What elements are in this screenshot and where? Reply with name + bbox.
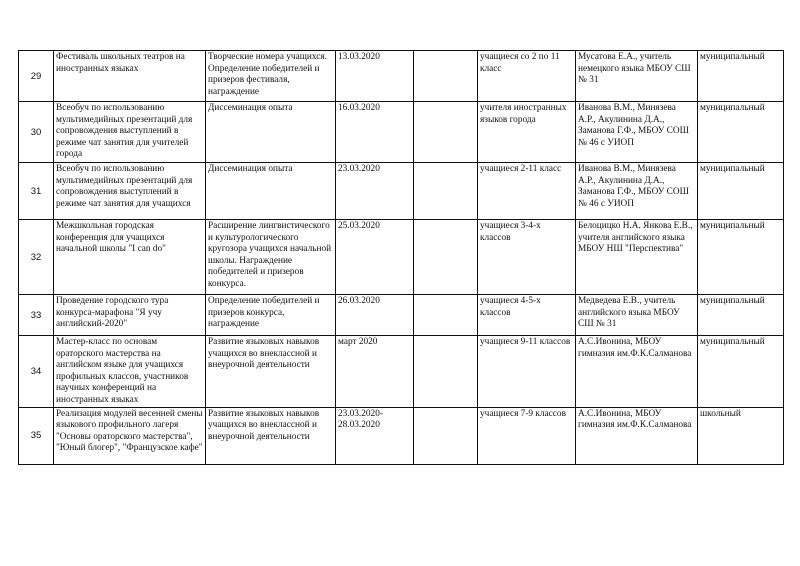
event-date-cell: 13.03.2020 bbox=[336, 51, 414, 102]
event-goal-cell: Расширение лингвистического и культурологического кругозора учащихся начальной школы. Награждение победителей и призеров конкурса. bbox=[206, 220, 336, 295]
event-level-cell: муниципальный bbox=[698, 163, 784, 220]
event-goal-cell: Творческие номера учащихся. Определение победителей и призеров фестиваля, награждение bbox=[206, 51, 336, 102]
event-name-cell: Всеобуч по использованию мультимедийных презентаций для сопровождения выступлений в режиме чат занятия для учащихся bbox=[54, 163, 206, 220]
event-level-cell: муниципальный bbox=[698, 336, 784, 408]
table-row bbox=[19, 407, 784, 464]
row-number-cell: 30 bbox=[19, 102, 54, 163]
responsible-cell: Медведева Е.В., учитель английского языка МБОУ СШ № 31 bbox=[576, 295, 698, 336]
event-level-cell: муниципальный bbox=[698, 102, 784, 163]
responsible-cell: Мусатова Е.А., учитель немецкого языка МБОУ СШ № 31 bbox=[576, 51, 698, 102]
event-level-cell: муниципальный bbox=[698, 51, 784, 102]
empty-cell bbox=[414, 220, 478, 295]
table-row bbox=[19, 295, 784, 336]
table-row bbox=[19, 220, 784, 295]
event-level-cell: муниципальный bbox=[698, 220, 784, 295]
responsible-cell: Белоцицко Н.А. Янкова Е.В., учителя английского языка МБОУ НШ "Перспектива" bbox=[576, 220, 698, 295]
row-number-cell: 32 bbox=[19, 220, 54, 295]
event-goal-cell: Развитие языковых навыков учащихся во внеклассной и внеурочной деятельности bbox=[206, 407, 336, 464]
row-number-cell: 35 bbox=[19, 407, 54, 464]
event-date-cell: март 2020 bbox=[336, 336, 414, 408]
empty-cell bbox=[414, 295, 478, 336]
table-row bbox=[19, 336, 784, 408]
event-date-cell: 26.03.2020 bbox=[336, 295, 414, 336]
participants-cell: учащиеся 3-4-х классов bbox=[478, 220, 576, 295]
event-name-cell: Фестиваль школьных театров на иностранных языках bbox=[54, 51, 206, 102]
event-date-cell: 23.03.2020 bbox=[336, 163, 414, 220]
row-number-cell: 33 bbox=[19, 295, 54, 336]
participants-cell: учащиеся со 2 по 11 класс bbox=[478, 51, 576, 102]
row-number-cell: 31 bbox=[19, 163, 54, 220]
event-goal-cell: Развитие языковых навыков учащихся во внеклассной и внеурочной деятельности bbox=[206, 336, 336, 408]
event-goal-cell: Определение победителей и призеров конкурса, награждение bbox=[206, 295, 336, 336]
responsible-cell: А.С.Ивонина, МБОУ гимназия им.Ф.К.Салманова bbox=[576, 336, 698, 408]
event-date-cell: 23.03.2020-28.03.2020 bbox=[336, 407, 414, 464]
empty-cell bbox=[414, 336, 478, 408]
participants-cell: учащиеся 4-5-х классов bbox=[478, 295, 576, 336]
participants-cell: учащиеся 9-11 классов bbox=[478, 336, 576, 408]
responsible-cell: Иванова В.М., Минязева А.Р., Акулинина Д.А., Заманова Г.Ф., МБОУ СОШ № 46 с УИОП bbox=[576, 163, 698, 220]
event-name-cell: Реализация модулей весенней смены языкового профильного лагеря "Основы ораторского мастерства", "Юный блогер", "Французское кафе" bbox=[54, 407, 206, 464]
table-row bbox=[19, 51, 784, 102]
table-row bbox=[19, 102, 784, 163]
participants-cell: учащиеся 7-9 классов bbox=[478, 407, 576, 464]
event-name-cell: Межшкольная городская конференция для учащихся начальной школы "I can do" bbox=[54, 220, 206, 295]
event-name-cell: Проведение городского тура конкурса-марафона "Я учу английский-2020" bbox=[54, 295, 206, 336]
responsible-cell: А.С.Ивонина, МБОУ гимназия им.Ф.К.Салманова bbox=[576, 407, 698, 464]
event-name-cell: Мастер-класс по основам ораторского мастерства на английском языке для учащихся профильных классов, участников научных конференций на иностранных языках bbox=[54, 336, 206, 408]
event-goal-cell: Диссеминация опыта bbox=[206, 102, 336, 163]
responsible-cell: Иванова В.М., Минязева А.Р., Акулинина Д.А., Заманова Г.Ф., МБОУ СОШ № 46 с УИОП bbox=[576, 102, 698, 163]
table-row bbox=[19, 163, 784, 220]
participants-cell: учителя иностранных языков города bbox=[478, 102, 576, 163]
empty-cell bbox=[414, 51, 478, 102]
row-number-cell: 29 bbox=[19, 51, 54, 102]
participants-cell: учащиеся 2-11 класс bbox=[478, 163, 576, 220]
event-date-cell: 25.03.2020 bbox=[336, 220, 414, 295]
event-level-cell: школьный bbox=[698, 407, 784, 464]
event-level-cell: муниципальный bbox=[698, 295, 784, 336]
event-goal-cell: Диссеминация опыта bbox=[206, 163, 336, 220]
empty-cell bbox=[414, 407, 478, 464]
event-name-cell: Всеобуч по использованию мультимедийных презентаций для сопровождения выступлений в режиме чат занятия для учителей города bbox=[54, 102, 206, 163]
events-table-body bbox=[19, 51, 784, 465]
empty-cell bbox=[414, 102, 478, 163]
event-date-cell: 16.03.2020 bbox=[336, 102, 414, 163]
row-number-cell: 34 bbox=[19, 336, 54, 408]
events-table bbox=[18, 50, 784, 465]
empty-cell bbox=[414, 163, 478, 220]
